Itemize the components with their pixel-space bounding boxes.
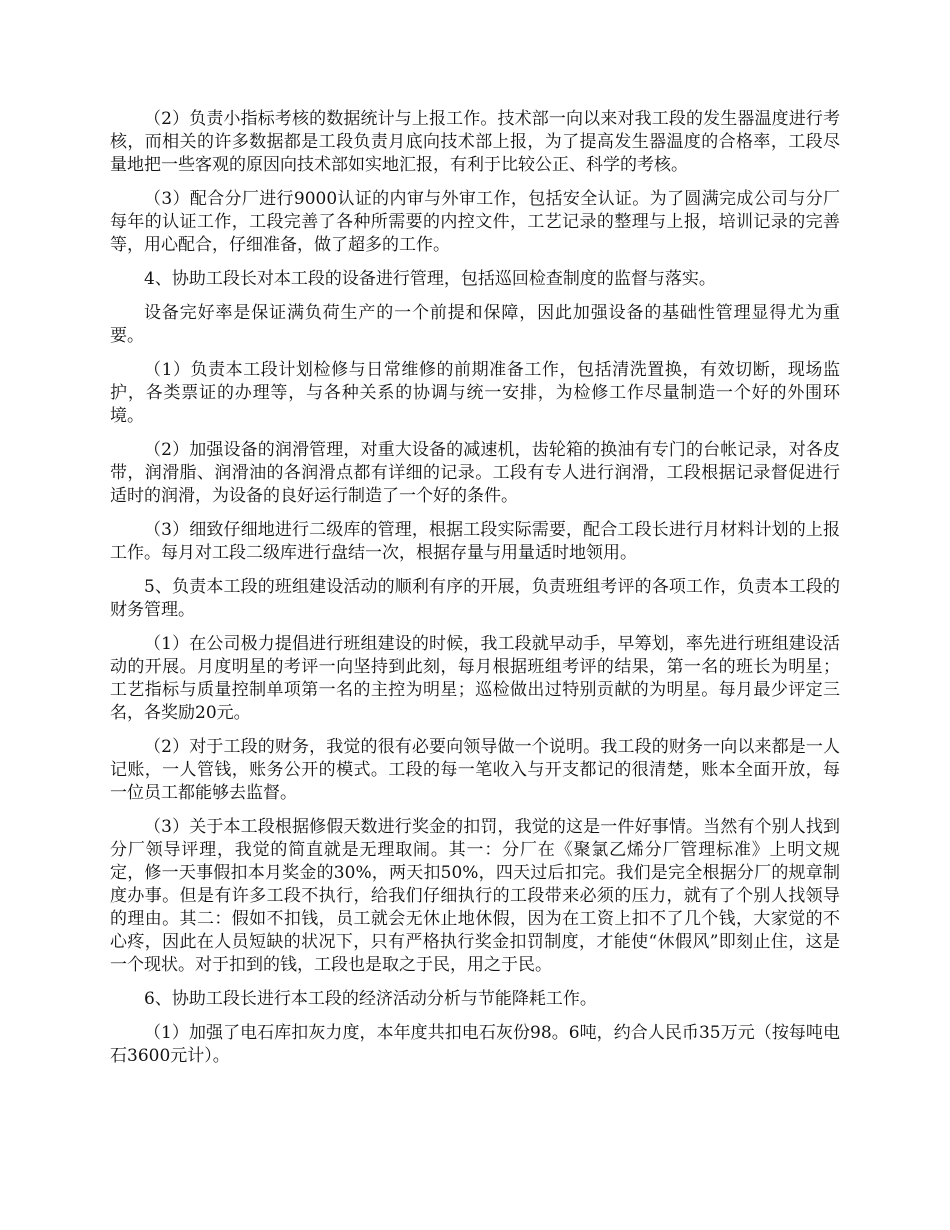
paragraph-9: （1）在公司极力提倡进行班组建设的时候，我工段就早动手，早筹划，率先进行班组建设活动的开展。月度明星的考评一向坚持到此刻，每月根据班组考评的结果，第一名的班长为明星；工艺指标与质量控制单项第一名的主控为明星；巡检做出过特别贡献的为明星。每月最少评定三名，各奖励20元。 [110, 634, 840, 723]
paragraph-2: （3）配合分厂进行9000认证的内审与外审工作，包括安全认证。为了圆满完成公司与分厂每年的认证工作，工段完善了各种所需要的内控文件，工艺记录的整理与上报，培训记录的完善等，用心配合，仔细准备，做了超多的工作。 [110, 189, 840, 255]
document-page [110, 108, 840, 1079]
paragraph-11: （3）关于本工段根据修假天数进行奖金的扣罚，我觉的这是一件好事情。当然有个别人找到分厂领导评理，我觉的简直就是无理取闹。其一：分厂在《聚氯乙烯分厂管理标准》上明文规定，修一天事假扣本月奖金的30%，两天扣50%，四天过后扣完。我们是完全根据分厂的规章制度办事。但是有许多工段不执行，给我们仔细执行的工段带来必须的压力，就有了个别人找领导的理由。其二：假如不扣钱，员工就会无休止地休假，因为在工资上扣不了几个钱，大家觉的不心疼，因此在人员短缺的状况下，只有严格执行奖金扣罚制度，才能使“休假风”即刻止住，这是一个现状。对于扣到的钱，工段也是取之于民，用之于民。 [110, 817, 840, 975]
paragraph-13: （1）加强了电石库扣灰力度，本年度共扣电石灰份98。6吨，约合人民币35万元（按每吨电石3600元计）。 [110, 1023, 840, 1066]
paragraph-1: （2）负责小指标考核的数据统计与上报工作。技术部一向以来对我工段的发生器温度进行考核，而相关的许多数据都是工段负责月底向技术部上报，为了提高发生器温度的合格率，工段尽量地把一些客观的原因向技术部如实地汇报，有利于比较公正、科学的考核。 [110, 109, 840, 175]
section-heading-6: 6、协助工段长进行本工段的经济活动分析与节能降耗工作。 [144, 989, 597, 1009]
paragraph-7: （3）细致仔细地进行二级库的管理，根据工段实际需要，配合工段长进行月材料计划的上报工作。每月对工段二级库进行盘结一次，根据存量与用量适时地领用。 [110, 520, 840, 563]
paragraph-6: （2）加强设备的润滑管理，对重大设备的减速机，齿轮箱的换油有专门的台帐记录，对各皮带，润滑脂、润滑油的各润滑点都有详细的记录。工段有专人进行润滑，工段根据记录督促进行适时的润滑，为设备的良好运行制造了一个好的条件。 [110, 440, 840, 506]
paragraph-4: 设备完好率是保证满负荷生产的一个前提和保障，因此加强设备的基础性管理显得尤为重要。 [110, 303, 840, 346]
paragraph-10: （2）对于工段的财务，我觉的很有必要向领导做一个说明。我工段的财务一向以来都是一人记账，一人管钱，账务公开的模式。工段的每一笔收入与开支都记的很清楚，账本全面开放，每一位员工都能够去监督。 [110, 737, 840, 803]
section-heading-5: 5、负责本工段的班组建设活动的顺利有序的开展，负责班组考评的各项工作，负责本工段的财务管理。 [110, 577, 840, 620]
section-heading-4: 4、协助工段长对本工段的设备进行管理，包括巡回检查制度的监督与落实。 [144, 269, 716, 289]
paragraph-5: （1）负责本工段计划检修与日常维修的前期准备工作，包括清洗置换，有效切断，现场监护，各类票证的办理等，与各种关系的协调与统一安排，为检修工作尽量制造一个好的外围环境。 [110, 360, 840, 426]
